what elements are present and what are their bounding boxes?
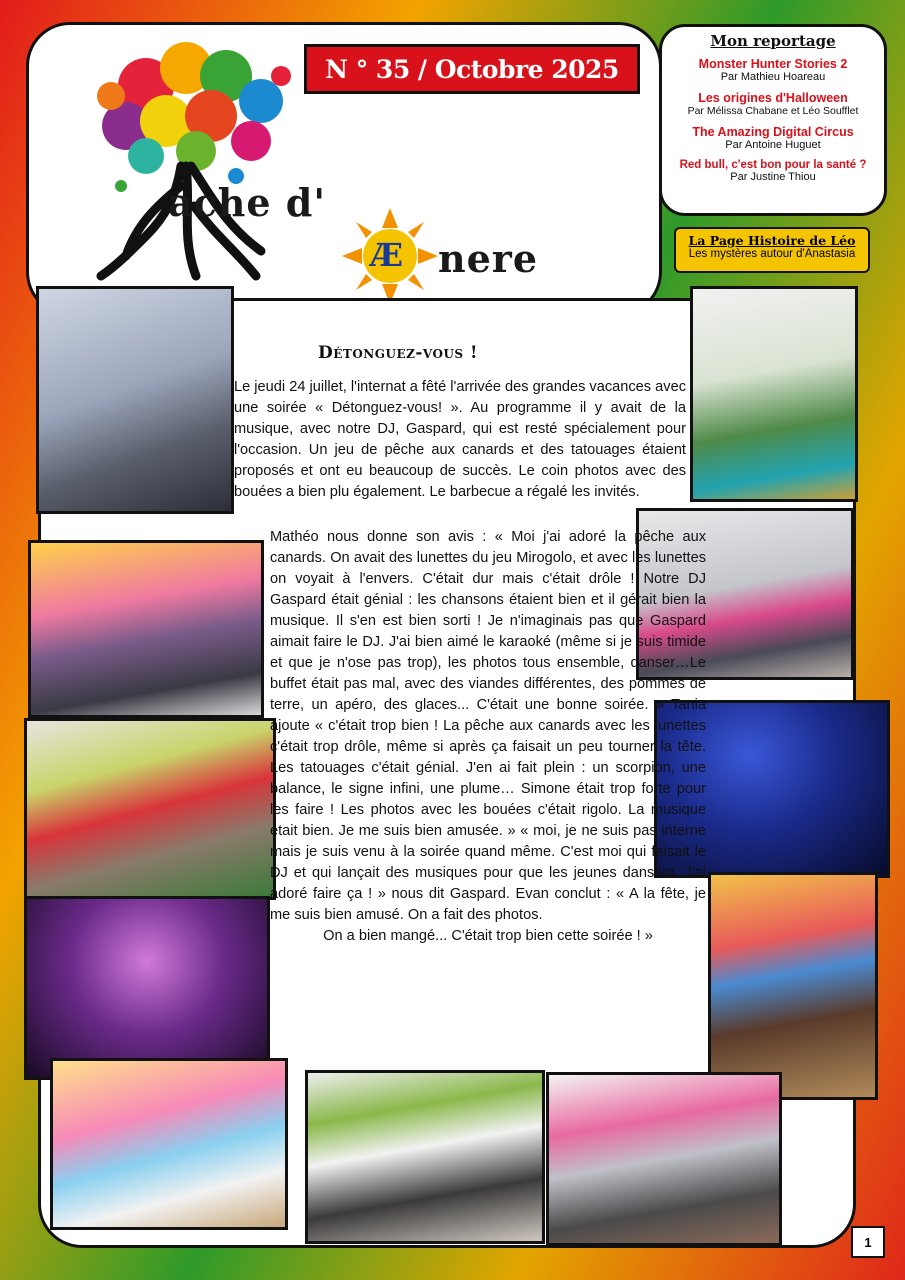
- photo-dj-booth: [36, 286, 234, 514]
- photo-inflatables: [50, 1058, 288, 1230]
- logo-ae: Æ: [370, 236, 405, 274]
- article-paragraph-1: Le jeudi 24 juillet, l'internat a fêté l'arrivée des grandes vacances avec une soirée « Détonguez-vous! ». Au programme il y avait de la musique, avec notre DJ, Gaspard, qui est resté spécialement pour l'occasion. Un jeu de pêche aux canards et des tatouages étaient proposés et ont eu beaucoup de succès. Le coin photos avec des bouées a bien plu également. Le barbecue a régalé les invités.: [234, 379, 686, 500]
- histoire-subtitle: Les mystères autour d'Anastasia: [688, 248, 856, 260]
- reportage-item-author: Par Antoine Huguet: [725, 139, 821, 151]
- photo-barbecue: [546, 1072, 782, 1246]
- photo-group-balloons: [28, 540, 264, 718]
- reportage-item-title[interactable]: Monster Hunter Stories 2: [698, 57, 848, 71]
- article-quotes: [270, 527, 706, 947]
- article-paragraph-2: Mathéo nous donne son avis : « Moi j'ai adoré la pêche aux canards. On avait des lunettes du jeu Mirogolo, et avec les lunettes on voyait à l'envers. C'était dur mais c'était drôle ! Notre DJ Gaspard était génial : les chansons étaient bien et il gérait bien la musique. Il s'en est bien sorti ! Je n'imaginais pas que Gaspard aimait faire le DJ. J'ai bien aimé le karaoké (même si je suis timide et que je n'ose pas trop), les photos tous ensemble, danser…Le buffet était pas mal, avec des viandes différentes, des pommes de terre, un apéro, des glaces... C'était une bonne soirée. » Tania ajoute « c'était trop bien ! La pêche aux canards avec les lunettes c'était trop drôle, même si après ça faisait un peu tourner la tête. Les tatouages c'était génial. J'en ai fait plein : un scorpion, une balance, le signe infini, une plume… Simone était trop forte pour les faire ! Les photos avec les bouées c'était rigolo. La musique était bien. Je me suis bien amusée. » « moi, je ne suis pas interne mais je suis venu à la soirée quand même. C'est moi qui faisait le DJ et qui lançait des musiques pour que les jeunes dansent. J'ai adoré faire ça ! » nous dit Gaspard. Evan conclut : « A la fête, je me suis bien amusé. On a fait des photos.: [270, 529, 706, 923]
- issue-banner: N ° 35 / Octobre 2025: [304, 44, 640, 94]
- photo-photo-booth: [708, 872, 878, 1100]
- article-paragraph-3: On a bien mangé... C'était trop bien cette soirée ! »: [323, 928, 653, 944]
- reportage-item-title[interactable]: Les origines d'Halloween: [698, 91, 848, 105]
- reportage-item-title[interactable]: Red bull, c'est bon pour la santé ?: [679, 159, 867, 171]
- logo-text-part1: ache d': [168, 180, 326, 225]
- reportage-item-author: Par Mélissa Chabane et Léo Soufflet: [687, 105, 859, 117]
- article-title: Détonguez-vous !: [318, 343, 478, 363]
- histoire-box[interactable]: [674, 227, 870, 273]
- reportage-title: Mon reportage: [710, 32, 836, 50]
- photo-duck-fishing: [690, 286, 858, 502]
- page-number: 1: [851, 1226, 885, 1258]
- reportage-item-title[interactable]: The Amazing Digital Circus: [692, 125, 854, 139]
- reportage-item-author: Par Mathieu Hoareau: [720, 71, 826, 83]
- logo-text-part2: nere: [438, 236, 539, 281]
- photo-tattoo: [305, 1070, 545, 1244]
- reportage-box: [659, 24, 887, 216]
- photo-dance-purple: [24, 896, 270, 1080]
- article-intro: [234, 377, 686, 503]
- tree-logo-icon: [86, 36, 306, 286]
- reportage-item-author: Par Justine Thiou: [730, 171, 816, 183]
- histoire-title: La Page Histoire de Léo: [688, 233, 856, 248]
- photo-buffet: [24, 718, 276, 900]
